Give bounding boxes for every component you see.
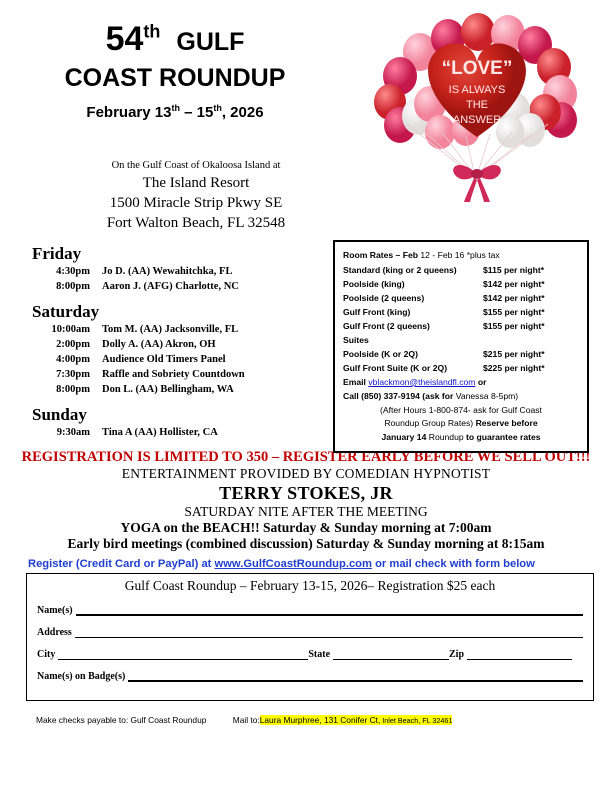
session-time: 9:30am <box>56 426 90 438</box>
phone-bold: Call (850) 337-9194 (ask for <box>343 390 454 401</box>
session-speaker: Audience Old Timers Panel <box>102 354 226 366</box>
rate-row <box>343 320 579 334</box>
balloon-bouquet-icon <box>362 12 602 202</box>
heart-love-text: “LOVE” <box>441 58 513 79</box>
mail-to-label: Mail to: <box>232 715 260 726</box>
city-label: City <box>37 649 56 661</box>
suite-rate-row <box>343 348 579 362</box>
rates-phone-line <box>343 390 579 404</box>
title-word-gulf: GULF <box>176 28 245 56</box>
zip-input[interactable] <box>467 650 572 660</box>
session-speaker: Raffle and Sobriety Countdown <box>102 368 245 380</box>
session-time: 8:00pm <box>56 281 90 293</box>
group-rates-text: Roundup Group Rates) <box>384 418 474 429</box>
register-suffix: or mail check with form below <box>371 558 535 571</box>
rates-heading-tail: *plus tax <box>464 250 500 261</box>
date-suffix: , 2026 <box>221 103 264 121</box>
title-ordinal-number: 54 <box>105 20 144 58</box>
session-speaker: Dolly A. (AA) Akron, OH <box>102 339 216 351</box>
event-dates <box>0 103 350 121</box>
session-speaker: Don L. (AA) Bellingham, WA <box>102 383 234 395</box>
state-label: State <box>308 649 331 661</box>
rates-email-line <box>343 376 579 390</box>
date-sup-2: th <box>213 102 222 113</box>
rate-row <box>343 292 579 306</box>
schedule-row <box>32 280 332 295</box>
rates-heading-dates: 12 - Feb 16 <box>420 250 465 261</box>
email-tail: or <box>475 376 487 387</box>
rate-label: Poolside (K or 2Q) <box>343 348 418 359</box>
entertainment-line-1: ENTERTAINMENT PROVIDED BY COMEDIAN HYPNOTIST <box>121 466 491 482</box>
rate-amount: $225 per night* <box>483 362 545 373</box>
names-input[interactable] <box>76 606 583 616</box>
ribbon-bow-icon <box>453 165 501 202</box>
schedule-row <box>32 368 332 383</box>
venue-intro: On the Gulf Coast of Okaloosa Island at <box>111 160 281 171</box>
heart-balloons-graphic <box>362 12 602 202</box>
address-input[interactable] <box>75 628 583 638</box>
suite-rate-row <box>343 362 579 376</box>
session-time: 2:00pm <box>56 339 90 351</box>
roundup-website-link[interactable]: www.GulfCoastRoundup.com <box>214 558 372 571</box>
schedule-row <box>32 426 332 441</box>
rate-amount: $142 per night* <box>483 279 545 290</box>
after-hours-line-1: (After Hours 1-800-874- ask for Gulf Coast <box>380 404 542 415</box>
title-ordinal-suffix: th <box>143 21 161 42</box>
yoga-line: YOGA on the BEACH!! Saturday & Sunday morning at 7:00am <box>120 520 492 536</box>
suites-heading: Suites <box>343 334 369 345</box>
venue-block <box>6 160 386 233</box>
reserve-before-text: Reserve before <box>475 418 538 429</box>
session-time: 4:30pm <box>56 266 90 278</box>
rate-row <box>343 264 579 278</box>
email-label: Email <box>343 376 369 387</box>
rate-label: Gulf Front (2 queens) <box>343 321 430 331</box>
session-time: 4:00pm <box>56 354 90 366</box>
entertainer-name: TERRY STOKES, JR <box>219 483 393 504</box>
form-row-badges <box>37 671 583 682</box>
schedule-row <box>32 323 332 338</box>
form-row-city-state-zip <box>37 649 583 660</box>
date-prefix: February 13 <box>86 103 172 121</box>
schedule-row <box>32 265 332 280</box>
early-bird-line: Early bird meetings (combined discussion) Saturday & Sunday morning at 8:15am <box>67 536 545 552</box>
heart-line-3: ANSWER <box>452 114 502 126</box>
room-rates-box <box>333 240 589 453</box>
form-row-address <box>37 627 583 638</box>
page-title <box>0 22 350 58</box>
heart-line-2: THE <box>466 99 488 111</box>
schedule-day-heading: Sunday <box>32 404 87 424</box>
city-input[interactable] <box>58 650 308 660</box>
form-title: Gulf Coast Roundup – February 13-15, 2026– Registration $25 each <box>124 578 496 594</box>
rates-heading-bold: Room Rates – Feb <box>343 250 421 261</box>
page-header <box>0 0 612 160</box>
date-sup-1: th <box>171 102 180 113</box>
session-time: 10:00am <box>51 324 90 336</box>
state-input[interactable] <box>333 650 449 660</box>
footer-mailing-line <box>0 715 612 725</box>
session-speaker: Tom M. (AA) Jacksonville, FL <box>102 324 239 336</box>
rate-row <box>343 278 579 292</box>
entertainment-block <box>0 466 612 552</box>
after-hours-line-2 <box>343 417 579 431</box>
rate-label: Standard (king or 2 queens) <box>343 265 457 276</box>
rate-label: Poolside (king) <box>343 279 405 290</box>
schedule-row <box>32 353 332 368</box>
mail-to-address <box>260 715 453 725</box>
rate-label: Poolside (2 queens) <box>343 293 425 304</box>
rate-amount: $155 per night* <box>483 321 545 331</box>
rate-amount: $215 per night* <box>483 348 545 359</box>
rate-amount: $115 per night* <box>483 265 545 276</box>
register-prefix: Register (Credit Card or PayPal) at <box>28 558 215 571</box>
rate-row <box>343 306 579 320</box>
address-label: Address <box>37 627 72 639</box>
session-speaker: Jo D. (AA) Wewahitchka, FL <box>102 266 233 278</box>
venue-name: The Island Resort <box>142 175 250 191</box>
entertainment-line-3: SATURDAY NITE AFTER THE MEETING <box>184 504 428 520</box>
date-mid: – 15 <box>179 103 214 121</box>
reserve-deadline-line <box>343 431 579 445</box>
event-title-block <box>0 22 350 121</box>
registration-limit-banner: REGISTRATION IS LIMITED TO 350 – REGISTER EARLY BEFORE WE SELL OUT!!! <box>21 449 591 466</box>
badges-label: Name(s) on Badge(s) <box>37 671 126 683</box>
reserve-deadline-date: January 14 <box>381 432 427 443</box>
schedule-row <box>32 338 332 353</box>
registration-form <box>26 573 594 701</box>
guarantee-rates-text: to guarantee rates <box>466 432 541 443</box>
mail-to-name: Laura Murphree, 131 Conifer Ct, <box>259 715 381 726</box>
schedule-and-rates <box>0 237 612 445</box>
zip-label: Zip <box>449 649 465 661</box>
heart-line-1: IS ALWAYS <box>448 84 506 96</box>
session-speaker: Aaron J. (AFG) Charlotte, NC <box>102 281 239 293</box>
hotel-email-link[interactable]: vblackmon@theislandfl.com <box>368 376 476 387</box>
schedule-day-heading: Friday <box>32 244 82 264</box>
form-row-names <box>37 605 583 616</box>
register-line <box>0 558 612 570</box>
title-subline: COAST ROUNDUP <box>64 63 286 92</box>
rate-amount: $155 per night* <box>483 307 545 318</box>
names-label: Name(s) <box>37 605 73 617</box>
badges-input[interactable] <box>128 672 583 682</box>
event-schedule <box>32 237 332 440</box>
rate-label: Gulf Front Suite (K or 2Q) <box>343 362 448 373</box>
venue-citystatezip: Fort Walton Beach, FL 32548 <box>106 214 286 231</box>
reserve-mid-text: Roundup <box>426 432 467 443</box>
rate-label: Gulf Front (king) <box>343 307 411 318</box>
session-time: 7:30pm <box>56 368 90 380</box>
mail-to-rest: Inlet Beach, FL 32461 <box>380 716 453 726</box>
rate-amount: $142 per night* <box>483 293 545 304</box>
schedule-row <box>32 383 332 398</box>
venue-street: 1500 Miracle Strip Pkwy SE <box>109 194 283 211</box>
checks-payable-text: Make checks payable to: Gulf Coast Roundup <box>36 715 207 726</box>
session-speaker: Tina A (AA) Hollister, CA <box>102 426 218 438</box>
phone-contact: Vanessa 8-5pm) <box>453 390 519 401</box>
schedule-day-heading: Saturday <box>32 302 100 322</box>
session-time: 8:00pm <box>56 383 90 395</box>
rates-heading <box>343 249 579 263</box>
